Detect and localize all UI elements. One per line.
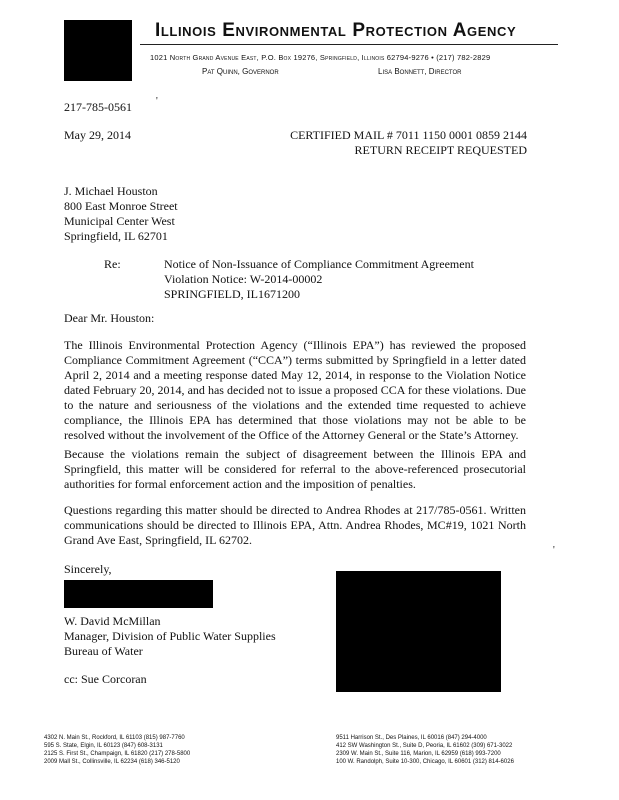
governor-name: Pat Quinn, Governor xyxy=(202,67,279,76)
footer-office: 4302 N. Main St., Rockford, IL 61103 (815) 987-7760 xyxy=(44,735,185,741)
footer-offices-left xyxy=(44,734,190,766)
redacted-signature xyxy=(64,580,213,608)
footer-office: 2125 S. First St., Champaign, IL 61820 (217) 278-5800 xyxy=(44,751,191,757)
phone-number: 217-785-0561 xyxy=(64,100,132,114)
header-divider xyxy=(140,44,558,45)
re-line-3: SPRINGFIELD, IL1671200 xyxy=(164,287,301,301)
footer-office: 2009 Mall St., Collinsville, IL 62234 (618) 346-5120 xyxy=(44,759,180,765)
recipient-name: J. Michael Houston xyxy=(64,184,158,198)
paragraph-1: The Illinois Environmental Protection Agency (“Illinois EPA”) has reviewed the proposed Compliance Commitment Agreement (“CCA”) terms submitted by Springfield in a letter dated April 2, 2014 and a meeting response dated May 12, 2014, in response to the Violation Notice dated February 20, 2014, and has decided not to issue a proposed CCA for these violations. Due to the nature and seriousness of the violations and the extended time requested to achieve compliance, the Illinois EPA has determined that those violations may not be able to be resolved without the involvement of the Office of the Attorney General or the State’s Attorney. xyxy=(64,338,526,442)
signer-name: W. David McMillan xyxy=(64,614,161,628)
re-line-1: Notice of Non-Issuance of Compliance Commitment Agreement xyxy=(164,257,474,271)
recipient-street: 800 East Monroe Street xyxy=(64,199,178,213)
letter-date: May 29, 2014 xyxy=(64,128,131,142)
stray-mark: ' xyxy=(156,96,158,107)
recipient-address xyxy=(64,184,178,244)
footer-offices-right xyxy=(336,734,514,766)
re-subject xyxy=(164,257,474,302)
cc-line: cc: Sue Corcoran xyxy=(64,672,147,686)
signer-title: Manager, Division of Public Water Supplies xyxy=(64,629,276,643)
stray-mark: ' xyxy=(553,545,555,556)
footer-office: 595 S. State, Elgin, IL 60123 (847) 608-3131 xyxy=(44,743,163,749)
recipient-city: Springfield, IL 62701 xyxy=(64,229,168,243)
agency-address: 1021 North Grand Avenue East, P.O. Box 19276, Springfield, Illinois 62794-9276 • (217) 782-2829 xyxy=(150,53,491,62)
footer-office: 100 W. Randolph, Suite 10-300, Chicago, IL 60601 (312) 814-6026 xyxy=(336,759,514,765)
redacted-logo xyxy=(64,20,132,81)
footer-office: 2309 W. Main St., Suite 116, Marion, IL 62959 (618) 993-7200 xyxy=(336,751,501,757)
return-receipt: RETURN RECEIPT REQUESTED xyxy=(354,143,527,157)
closing: Sincerely, xyxy=(64,562,112,576)
signer-block xyxy=(64,614,276,659)
re-label: Re: xyxy=(104,257,121,271)
agency-name: Illinois Environmental Protection Agency xyxy=(155,20,517,41)
paragraph-2: Because the violations remain the subject of disagreement between the Illinois EPA and Springfield, this matter will be considered for referral to the above-referenced prosecutorial authorities for formal enforcement action and the imposition of penalties. xyxy=(64,447,526,491)
certified-mail-block xyxy=(287,128,527,158)
paragraph-3: Questions regarding this matter should be directed to Andrea Rhodes at 217/785-0561. Written communications should be directed to Illinois EPA, Attn. Andrea Rhodes, MC#19, 1021 North Grand Ave East, Springfield, IL 62702. xyxy=(64,503,526,547)
redacted-block xyxy=(336,571,501,692)
signer-bureau: Bureau of Water xyxy=(64,644,143,658)
salutation: Dear Mr. Houston: xyxy=(64,311,155,325)
recipient-building: Municipal Center West xyxy=(64,214,175,228)
footer-office: 412 SW Washington St., Suite D, Peoria, IL 61602 (309) 671-3022 xyxy=(336,743,513,749)
re-line-2: Violation Notice: W-2014-00002 xyxy=(164,272,323,286)
director-name: Lisa Bonnett, Director xyxy=(378,67,462,76)
footer-office: 9511 Harrison St., Des Plaines, IL 60016 (847) 294-4000 xyxy=(336,735,487,741)
certified-mail-number: CERTIFIED MAIL # 7011 1150 0001 0859 2144 xyxy=(290,128,527,142)
